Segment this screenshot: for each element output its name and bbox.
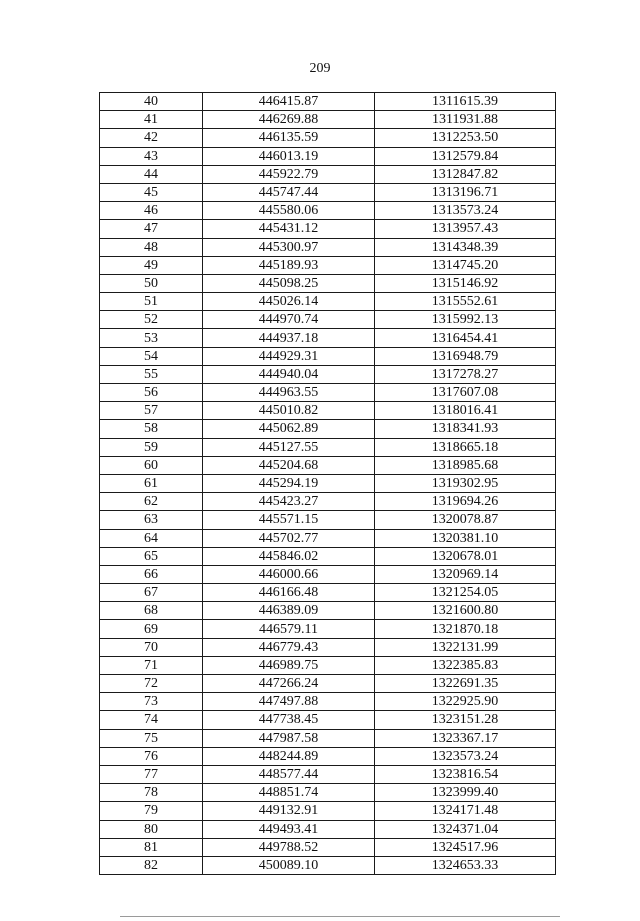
table-row [100, 620, 556, 638]
point-number-cell: 64 [100, 529, 203, 547]
table-row [100, 329, 556, 347]
y-coordinate-cell: 1317607.08 [375, 384, 556, 402]
y-coordinate-cell: 1322385.83 [375, 656, 556, 674]
x-coordinate-cell: 450089.10 [203, 856, 375, 874]
x-coordinate-cell: 449132.91 [203, 802, 375, 820]
x-coordinate-cell: 445127.55 [203, 438, 375, 456]
y-coordinate-cell: 1314348.39 [375, 238, 556, 256]
point-number-cell: 73 [100, 693, 203, 711]
y-coordinate-cell: 1311931.88 [375, 111, 556, 129]
x-coordinate-cell: 449788.52 [203, 838, 375, 856]
y-coordinate-cell: 1321254.05 [375, 584, 556, 602]
point-number-cell: 54 [100, 347, 203, 365]
x-coordinate-cell: 446415.87 [203, 93, 375, 111]
point-number-cell: 81 [100, 838, 203, 856]
point-number-cell: 72 [100, 675, 203, 693]
x-coordinate-cell: 444963.55 [203, 384, 375, 402]
x-coordinate-cell: 445010.82 [203, 402, 375, 420]
point-number-cell: 56 [100, 384, 203, 402]
table-row [100, 202, 556, 220]
point-number-cell: 82 [100, 856, 203, 874]
y-coordinate-cell: 1324517.96 [375, 838, 556, 856]
x-coordinate-cell: 444940.04 [203, 365, 375, 383]
y-coordinate-cell: 1318985.68 [375, 456, 556, 474]
y-coordinate-cell: 1316454.41 [375, 329, 556, 347]
table-row [100, 565, 556, 583]
point-number-cell: 52 [100, 311, 203, 329]
table-row [100, 529, 556, 547]
table-row [100, 238, 556, 256]
y-coordinate-cell: 1313573.24 [375, 202, 556, 220]
point-number-cell: 62 [100, 493, 203, 511]
x-coordinate-cell: 445204.68 [203, 456, 375, 474]
table-row [100, 511, 556, 529]
x-coordinate-cell: 446166.48 [203, 584, 375, 602]
y-coordinate-cell: 1312579.84 [375, 147, 556, 165]
point-number-cell: 53 [100, 329, 203, 347]
table-row [100, 347, 556, 365]
x-coordinate-cell: 447738.45 [203, 711, 375, 729]
y-coordinate-cell: 1314745.20 [375, 256, 556, 274]
table-row [100, 129, 556, 147]
point-number-cell: 65 [100, 547, 203, 565]
y-coordinate-cell: 1316948.79 [375, 347, 556, 365]
point-number-cell: 46 [100, 202, 203, 220]
y-coordinate-cell: 1313196.71 [375, 183, 556, 201]
point-number-cell: 68 [100, 602, 203, 620]
point-number-cell: 77 [100, 765, 203, 783]
table-row [100, 111, 556, 129]
x-coordinate-cell: 448851.74 [203, 784, 375, 802]
table-row [100, 838, 556, 856]
table-row [100, 856, 556, 874]
x-coordinate-cell: 446779.43 [203, 638, 375, 656]
point-number-cell: 45 [100, 183, 203, 201]
x-coordinate-cell: 447266.24 [203, 675, 375, 693]
table-row [100, 311, 556, 329]
table-row [100, 438, 556, 456]
point-number-cell: 40 [100, 93, 203, 111]
table-row [100, 365, 556, 383]
x-coordinate-cell: 446269.88 [203, 111, 375, 129]
y-coordinate-cell: 1313957.43 [375, 220, 556, 238]
table-row [100, 256, 556, 274]
point-number-cell: 67 [100, 584, 203, 602]
point-number-cell: 60 [100, 456, 203, 474]
x-coordinate-cell: 449493.41 [203, 820, 375, 838]
point-number-cell: 71 [100, 656, 203, 674]
table-row [100, 183, 556, 201]
table-row [100, 293, 556, 311]
table-row [100, 765, 556, 783]
x-coordinate-cell: 448244.89 [203, 747, 375, 765]
x-coordinate-cell: 445571.15 [203, 511, 375, 529]
y-coordinate-cell: 1323999.40 [375, 784, 556, 802]
y-coordinate-cell: 1320381.10 [375, 529, 556, 547]
table-row [100, 675, 556, 693]
table-row [100, 402, 556, 420]
table-row [100, 474, 556, 492]
x-coordinate-cell: 448577.44 [203, 765, 375, 783]
x-coordinate-cell: 446989.75 [203, 656, 375, 674]
x-coordinate-cell: 444937.18 [203, 329, 375, 347]
x-coordinate-cell: 445580.06 [203, 202, 375, 220]
point-number-cell: 76 [100, 747, 203, 765]
table-row [100, 729, 556, 747]
point-number-cell: 66 [100, 565, 203, 583]
x-coordinate-cell: 445026.14 [203, 293, 375, 311]
x-coordinate-cell: 445702.77 [203, 529, 375, 547]
y-coordinate-cell: 1324171.48 [375, 802, 556, 820]
bottom-rule [120, 916, 560, 917]
point-number-cell: 57 [100, 402, 203, 420]
y-coordinate-cell: 1323151.28 [375, 711, 556, 729]
x-coordinate-cell: 445922.79 [203, 165, 375, 183]
point-number-cell: 75 [100, 729, 203, 747]
point-number-cell: 78 [100, 784, 203, 802]
y-coordinate-cell: 1322131.99 [375, 638, 556, 656]
y-coordinate-cell: 1321870.18 [375, 620, 556, 638]
point-number-cell: 79 [100, 802, 203, 820]
point-number-cell: 61 [100, 474, 203, 492]
y-coordinate-cell: 1317278.27 [375, 365, 556, 383]
coordinates-table [99, 92, 556, 875]
x-coordinate-cell: 445062.89 [203, 420, 375, 438]
point-number-cell: 80 [100, 820, 203, 838]
table-row [100, 547, 556, 565]
y-coordinate-cell: 1320678.01 [375, 547, 556, 565]
table-row [100, 602, 556, 620]
y-coordinate-cell: 1312847.82 [375, 165, 556, 183]
point-number-cell: 70 [100, 638, 203, 656]
point-number-cell: 59 [100, 438, 203, 456]
y-coordinate-cell: 1318341.93 [375, 420, 556, 438]
table-row [100, 584, 556, 602]
y-coordinate-cell: 1319694.26 [375, 493, 556, 511]
y-coordinate-cell: 1318665.18 [375, 438, 556, 456]
table-row [100, 456, 556, 474]
x-coordinate-cell: 445747.44 [203, 183, 375, 201]
y-coordinate-cell: 1315552.61 [375, 293, 556, 311]
point-number-cell: 63 [100, 511, 203, 529]
x-coordinate-cell: 445431.12 [203, 220, 375, 238]
y-coordinate-cell: 1312253.50 [375, 129, 556, 147]
x-coordinate-cell: 445098.25 [203, 274, 375, 292]
point-number-cell: 50 [100, 274, 203, 292]
x-coordinate-cell: 447497.88 [203, 693, 375, 711]
x-coordinate-cell: 445423.27 [203, 493, 375, 511]
y-coordinate-cell: 1323816.54 [375, 765, 556, 783]
table-row [100, 93, 556, 111]
y-coordinate-cell: 1311615.39 [375, 93, 556, 111]
point-number-cell: 44 [100, 165, 203, 183]
y-coordinate-cell: 1321600.80 [375, 602, 556, 620]
table-row [100, 420, 556, 438]
x-coordinate-cell: 445189.93 [203, 256, 375, 274]
x-coordinate-cell: 447987.58 [203, 729, 375, 747]
x-coordinate-cell: 444970.74 [203, 311, 375, 329]
y-coordinate-cell: 1319302.95 [375, 474, 556, 492]
coordinates-table-body [100, 93, 556, 875]
table-row [100, 693, 556, 711]
y-coordinate-cell: 1323573.24 [375, 747, 556, 765]
table-row [100, 220, 556, 238]
y-coordinate-cell: 1322925.90 [375, 693, 556, 711]
x-coordinate-cell: 446000.66 [203, 565, 375, 583]
table-row [100, 638, 556, 656]
y-coordinate-cell: 1315146.92 [375, 274, 556, 292]
y-coordinate-cell: 1324371.04 [375, 820, 556, 838]
table-row [100, 820, 556, 838]
point-number-cell: 55 [100, 365, 203, 383]
y-coordinate-cell: 1323367.17 [375, 729, 556, 747]
y-coordinate-cell: 1324653.33 [375, 856, 556, 874]
point-number-cell: 51 [100, 293, 203, 311]
table-row [100, 747, 556, 765]
point-number-cell: 49 [100, 256, 203, 274]
table-row [100, 493, 556, 511]
y-coordinate-cell: 1320078.87 [375, 511, 556, 529]
point-number-cell: 69 [100, 620, 203, 638]
point-number-cell: 48 [100, 238, 203, 256]
x-coordinate-cell: 445846.02 [203, 547, 375, 565]
x-coordinate-cell: 445300.97 [203, 238, 375, 256]
point-number-cell: 42 [100, 129, 203, 147]
table-row [100, 656, 556, 674]
table-row [100, 147, 556, 165]
point-number-cell: 41 [100, 111, 203, 129]
table-row [100, 384, 556, 402]
point-number-cell: 47 [100, 220, 203, 238]
table-row [100, 274, 556, 292]
x-coordinate-cell: 445294.19 [203, 474, 375, 492]
y-coordinate-cell: 1322691.35 [375, 675, 556, 693]
point-number-cell: 43 [100, 147, 203, 165]
x-coordinate-cell: 446013.19 [203, 147, 375, 165]
table-row [100, 802, 556, 820]
point-number-cell: 74 [100, 711, 203, 729]
table-row [100, 711, 556, 729]
x-coordinate-cell: 444929.31 [203, 347, 375, 365]
table-row [100, 784, 556, 802]
page-number: 209 [309, 61, 331, 76]
y-coordinate-cell: 1315992.13 [375, 311, 556, 329]
y-coordinate-cell: 1318016.41 [375, 402, 556, 420]
y-coordinate-cell: 1320969.14 [375, 565, 556, 583]
x-coordinate-cell: 446579.11 [203, 620, 375, 638]
x-coordinate-cell: 446135.59 [203, 129, 375, 147]
point-number-cell: 58 [100, 420, 203, 438]
table-row [100, 165, 556, 183]
x-coordinate-cell: 446389.09 [203, 602, 375, 620]
